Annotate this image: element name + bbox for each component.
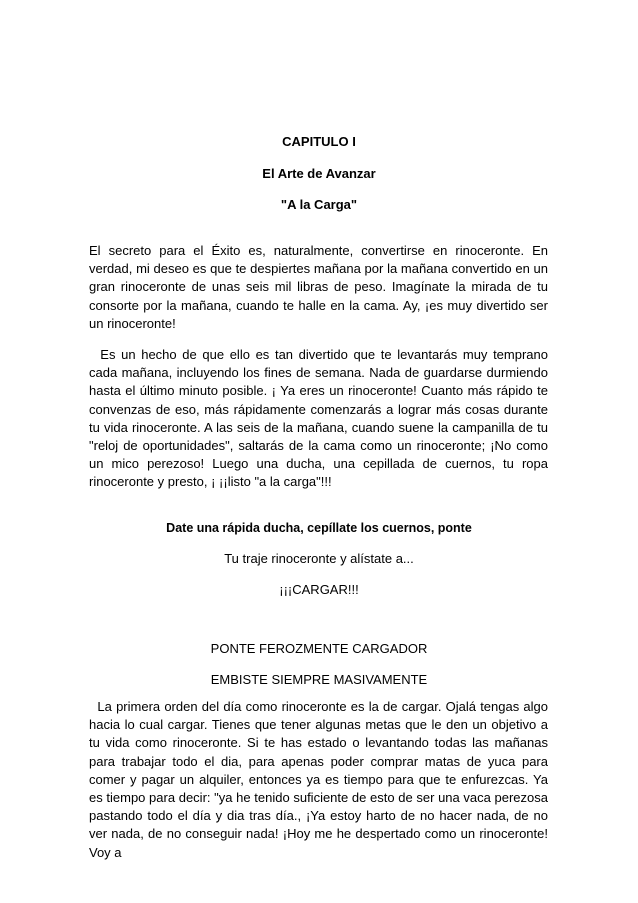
paragraph-first-order: La primera orden del día como rinoceronte es la de cargar. Ojalá tengas algo hacia lo cual cargar. Tienes que tener algunas metas que le den un objetivo a tu vida como rinoceronte. Si te has estado o levantando todas las mañanas para trabajar todo el dia, para apenas poder comprar matas de yuca para comer y pagar un alquiler, entonces ya es tiempo para que te enfurezcas. Ya es tiempo para decir: "ya he tenido suficiente de esto de ser una vaca perezosa pastando todo el día y dia tras día., ¡Ya estoy harto de no hacer nada, de no ver nada, de no conseguir nada! ¡Hoy me he despertado como un rinoceronte! Voy a (89, 699, 552, 860)
slogan-line-1: PONTE FEROZMENTE CARGADOR (210, 641, 428, 656)
motto-line-3: ¡¡¡CARGAR!!! (279, 582, 359, 597)
slogan-line-2: EMBISTE SIEMPRE MASIVAMENTE (210, 672, 428, 687)
paragraph-intro: El secreto para el Éxito es, naturalmente, convertirse en rinoceronte. En verdad, mi deseo es que te despiertes mañana por la mañana convertido en un gran rinoceronte de unas seis mil libras de peso. Imagínate la mirada de tu consorte por la mañana, cuando te halle en la cama. Ay, ¡es muy divertido ser un rinoceronte! (89, 243, 548, 331)
chapter-number: CAPITULO I (282, 134, 356, 149)
motto-line-1: Date una rápida ducha, cepíllate los cuernos, ponte (166, 521, 472, 535)
chapter-subtitle: "A la Carga" (280, 197, 358, 212)
motto-line-2: Tu traje rinoceronte y alístate a... (224, 551, 414, 566)
paragraph-morning: Es un hecho de que ello es tan divertido que te levantarás muy temprano cada mañana, incluyendo los fines de semana. Nada de guardarse durmiendo hasta el último minuto posible. ¡ Ya eres un rinoceronte! Cuanto más rápido te convenzas de eso, más rápidamente comenzarás a lograr más cosas durante tu vida rinoceronte. A las seis de la mañana, cuando suene la campanilla de tu "reloj de oportunidades", saltarás de la cama como un rinoceronte; ¡No como un mico perezoso! Luego una ducha, una cepillada de cuernos, tu ropa rinoceronte y presto, ¡ ¡¡listo "a la carga"!!! (89, 347, 552, 490)
chapter-title: El Arte de Avanzar (262, 166, 376, 181)
